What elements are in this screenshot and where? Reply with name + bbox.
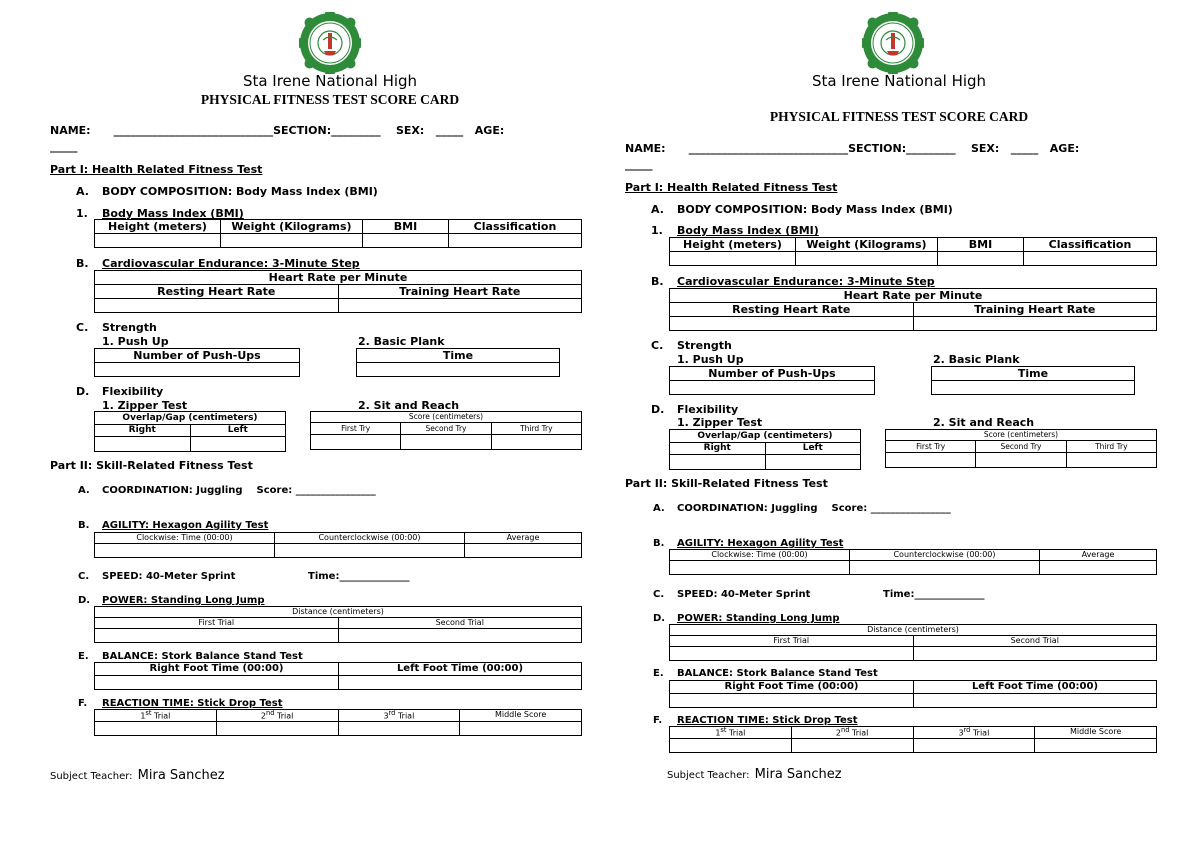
bmi-cell[interactable] [796,252,938,266]
sitreach-table [310,411,582,450]
school-seal-icon [862,12,924,74]
balance-col-right: Right Foot Time (00:00) [95,663,339,676]
zipper-cell[interactable] [670,455,766,470]
balance-label: BALANCE: Stork Balance Stand Test [102,651,303,662]
bmi-label: Body Mass Index (BMI) [102,207,244,220]
bmi-table [669,237,1157,266]
part2-d-letter: D. [78,595,91,606]
bmi-col-bmi: BMI [363,220,449,234]
part2-f-letter: F. [653,715,663,726]
zipper-cell[interactable] [95,437,191,452]
zipper-col-right: Right [670,443,766,455]
agility-cell[interactable] [275,544,465,558]
score-card-left [50,0,610,848]
subject-teacher: Subject Teacher: Mira Sanchez [50,768,225,783]
pushup-label: 1. Push Up [677,353,744,366]
pushup-table [669,366,875,395]
reaction-cell[interactable] [1035,738,1157,752]
sitreach-label: 2. Sit and Reach [358,399,460,412]
reaction-cell[interactable] [913,738,1035,752]
agility-label: AGILITY: Hexagon Agility Test [677,538,844,549]
power-table [94,606,582,643]
pushup-col: Number of Push-Ups [670,367,875,381]
age-line[interactable]: _____ [50,140,78,153]
reaction-label: REACTION TIME: Stick Drop Test [677,715,858,726]
age-line[interactable]: _____ [625,158,653,171]
part2-f-letter: F. [78,698,88,709]
flexibility-label: Flexibility [102,385,164,398]
balance-cell[interactable] [95,676,339,690]
hr-header: Heart Rate per Minute [95,271,582,285]
bmi-cell[interactable] [1024,252,1157,266]
part2-c-letter: C. [78,571,90,582]
reaction-col-2: 2nd Trial [216,710,338,722]
agility-cell[interactable] [1040,561,1157,575]
zipper-header: Overlap/Gap (centimeters) [95,412,286,425]
part2-a-letter: A. [653,503,665,514]
balance-col-left: Left Foot Time (00:00) [339,663,582,676]
hr-col-training: Training Heart Rate [913,303,1157,317]
part2-c-letter: C. [653,589,665,600]
part2-heading: Part II: Skill-Related Fitness Test [50,459,253,472]
agility-table [94,532,582,558]
school-name: Sta Irene National High [242,72,418,90]
speed-time-field[interactable]: Time:______________ [308,571,410,582]
part1-heading: Part I: Health Related Fitness Test [625,181,838,194]
part1-d-letter: D. [651,403,665,416]
agility-col-cw: Clockwise: Time (00:00) [670,550,850,561]
bmi-cell[interactable] [670,252,796,266]
reaction-cell[interactable] [670,738,792,752]
part2-b-letter: B. [653,538,665,549]
plank-label: 2. Basic Plank [933,353,1020,366]
pushup-label: 1. Push Up [102,335,169,348]
sitreach-col-second: Second Try [401,423,491,435]
heart-rate-table [94,270,582,313]
part1-b-letter: B. [76,257,89,270]
agility-label: AGILITY: Hexagon Agility Test [102,520,269,531]
sitreach-cell[interactable] [401,435,491,450]
bmi-cell[interactable] [363,234,449,248]
reaction-col-middle: Middle Score [460,710,582,722]
reaction-label: REACTION TIME: Stick Drop Test [102,698,283,709]
part1-d-letter: D. [76,385,90,398]
pushup-col: Number of Push-Ups [95,349,300,363]
zipper-col-right: Right [95,425,191,437]
power-header: Distance (centimeters) [670,625,1157,636]
cardio-label: Cardiovascular Endurance: 3-Minute Step [677,275,935,288]
speed-label: SPEED: 40-Meter Sprint [677,589,811,600]
bmi-cell[interactable] [95,234,221,248]
reaction-cell[interactable] [791,738,913,752]
name-field[interactable]: NAME: _____________________________SECTION:_________ SEX: _____ AGE: [50,124,505,137]
reaction-col-1: 1st Trial [95,710,217,722]
speed-time-field[interactable]: Time:______________ [883,589,985,600]
sitreach-col-first: First Try [886,441,976,453]
balance-cell[interactable] [339,676,582,690]
zipper-header: Overlap/Gap (centimeters) [670,430,861,443]
reaction-col-3: 3rd Trial [338,710,460,722]
agility-cell[interactable] [670,561,850,575]
body-composition-label: BODY COMPOSITION: Body Mass Index (BMI) [677,203,953,216]
sitreach-cell[interactable] [491,435,581,450]
power-label: POWER: Standing Long Jump [677,613,840,624]
zipper-table [94,411,286,452]
power-label: POWER: Standing Long Jump [102,595,265,606]
reaction-cell[interactable] [460,721,582,735]
part1-a-letter: A. [76,185,89,198]
reaction-table [94,709,582,736]
balance-cell[interactable] [914,694,1157,708]
hr-cell[interactable] [913,317,1157,331]
zipper-label: 1. Zipper Test [677,416,763,429]
bmi-col-height: Height (meters) [670,238,796,252]
zipper-cell[interactable] [765,455,861,470]
balance-col-left: Left Foot Time (00:00) [914,681,1157,694]
hr-col-training: Training Heart Rate [338,285,582,299]
part2-heading: Part II: Skill-Related Fitness Test [625,477,828,490]
hr-header: Heart Rate per Minute [670,289,1157,303]
balance-table [669,680,1157,708]
agility-col-avg: Average [465,533,582,544]
bmi-cell[interactable] [449,234,582,248]
part2-e-letter: E. [653,668,664,679]
bmi-col-weight: Weight (Kilograms) [221,220,363,234]
hr-cell[interactable] [95,299,339,313]
sitreach-col-third: Third Try [491,423,581,435]
sitreach-label: 2. Sit and Reach [933,416,1035,429]
part2-b-letter: B. [78,520,90,531]
cardio-label: Cardiovascular Endurance: 3-Minute Step [102,257,360,270]
power-cell[interactable] [670,647,914,661]
agility-col-cw: Clockwise: Time (00:00) [95,533,275,544]
agility-table [669,549,1157,575]
balance-table [94,662,582,690]
sitreach-cell[interactable] [1066,453,1156,468]
reaction-col-2: 2nd Trial [791,727,913,739]
bmi-num: 1. [651,224,663,237]
plank-col: Time [357,349,560,363]
sitreach-cell[interactable] [976,453,1066,468]
heart-rate-table [669,288,1157,331]
body-composition-label: BODY COMPOSITION: Body Mass Index (BMI) [102,185,378,198]
power-col-second: Second Trial [338,618,582,629]
reaction-table [669,726,1157,753]
bmi-col-height: Height (meters) [95,220,221,234]
name-field[interactable]: NAME: _____________________________SECTION:_________ SEX: _____ AGE: [625,142,1080,155]
power-table [669,624,1157,661]
flexibility-label: Flexibility [677,403,739,416]
part1-c-letter: C. [76,321,89,334]
coordination-row[interactable]: COORDINATION: Juggling Score: ________________ [677,503,951,514]
zipper-col-left: Left [765,443,861,455]
reaction-col-3: 3rd Trial [913,727,1035,739]
hr-col-resting: Resting Heart Rate [95,285,339,299]
agility-col-ccw: Counterclockwise (00:00) [850,550,1040,561]
bmi-col-bmi: BMI [938,238,1024,252]
hr-cell[interactable] [338,299,582,313]
bmi-col-class: Classification [449,220,582,234]
sitreach-cell[interactable] [311,435,401,450]
plank-table [356,348,560,377]
strength-label: Strength [102,321,157,334]
pushup-cell[interactable] [670,381,875,395]
plank-table [931,366,1135,395]
coordination-row[interactable]: COORDINATION: Juggling Score: ________________ [102,485,376,496]
part1-b-letter: B. [651,275,664,288]
speed-label: SPEED: 40-Meter Sprint [102,571,236,582]
plank-col: Time [932,367,1135,381]
part1-heading: Part I: Health Related Fitness Test [50,163,263,176]
balance-cell[interactable] [670,694,914,708]
sitreach-header: Score (centimeters) [886,430,1157,441]
power-col-first: First Trial [95,618,339,629]
sitreach-header: Score (centimeters) [311,412,582,423]
plank-label: 2. Basic Plank [358,335,445,348]
reaction-cell[interactable] [338,721,460,735]
sitreach-table [885,429,1157,468]
part2-a-letter: A. [78,485,90,496]
plank-cell[interactable] [357,363,560,377]
bmi-label: Body Mass Index (BMI) [677,224,819,237]
school-name: Sta Irene National High [811,72,987,90]
power-cell[interactable] [913,647,1157,661]
reaction-cell[interactable] [95,721,217,735]
agility-cell[interactable] [465,544,582,558]
zipper-table [669,429,861,470]
score-card-right [625,0,1185,848]
part1-a-letter: A. [651,203,664,216]
zipper-label: 1. Zipper Test [102,399,188,412]
power-header: Distance (centimeters) [95,607,582,618]
bmi-num: 1. [76,207,88,220]
bmi-table [94,219,582,248]
hr-cell[interactable] [670,317,914,331]
sitreach-col-third: Third Try [1066,441,1156,453]
balance-label: BALANCE: Stork Balance Stand Test [677,668,878,679]
part2-d-letter: D. [653,613,666,624]
school-seal-icon [299,12,361,74]
sitreach-col-second: Second Try [976,441,1066,453]
balance-col-right: Right Foot Time (00:00) [670,681,914,694]
bmi-col-weight: Weight (Kilograms) [796,238,938,252]
card-title: PHYSICAL FITNESS TEST SCORE CARD [200,92,460,107]
pushup-table [94,348,300,377]
agility-col-ccw: Counterclockwise (00:00) [275,533,465,544]
reaction-cell[interactable] [216,721,338,735]
part1-c-letter: C. [651,339,664,352]
strength-label: Strength [677,339,732,352]
part2-e-letter: E. [78,651,89,662]
sitreach-col-first: First Try [311,423,401,435]
power-cell[interactable] [338,629,582,643]
pushup-cell[interactable] [95,363,300,377]
bmi-col-class: Classification [1024,238,1157,252]
hr-col-resting: Resting Heart Rate [670,303,914,317]
power-cell[interactable] [95,629,339,643]
zipper-col-left: Left [190,425,286,437]
power-col-second: Second Trial [913,636,1157,647]
bmi-cell[interactable] [938,252,1024,266]
agility-col-avg: Average [1040,550,1157,561]
agility-cell[interactable] [850,561,1040,575]
agility-cell[interactable] [95,544,275,558]
bmi-cell[interactable] [221,234,363,248]
subject-teacher: Subject Teacher: Mira Sanchez [667,767,842,782]
sitreach-cell[interactable] [886,453,976,468]
card-title: PHYSICAL FITNESS TEST SCORE CARD [769,109,1029,124]
reaction-col-middle: Middle Score [1035,727,1157,739]
power-col-first: First Trial [670,636,914,647]
reaction-col-1: 1st Trial [670,727,792,739]
plank-cell[interactable] [932,381,1135,395]
zipper-cell[interactable] [190,437,286,452]
